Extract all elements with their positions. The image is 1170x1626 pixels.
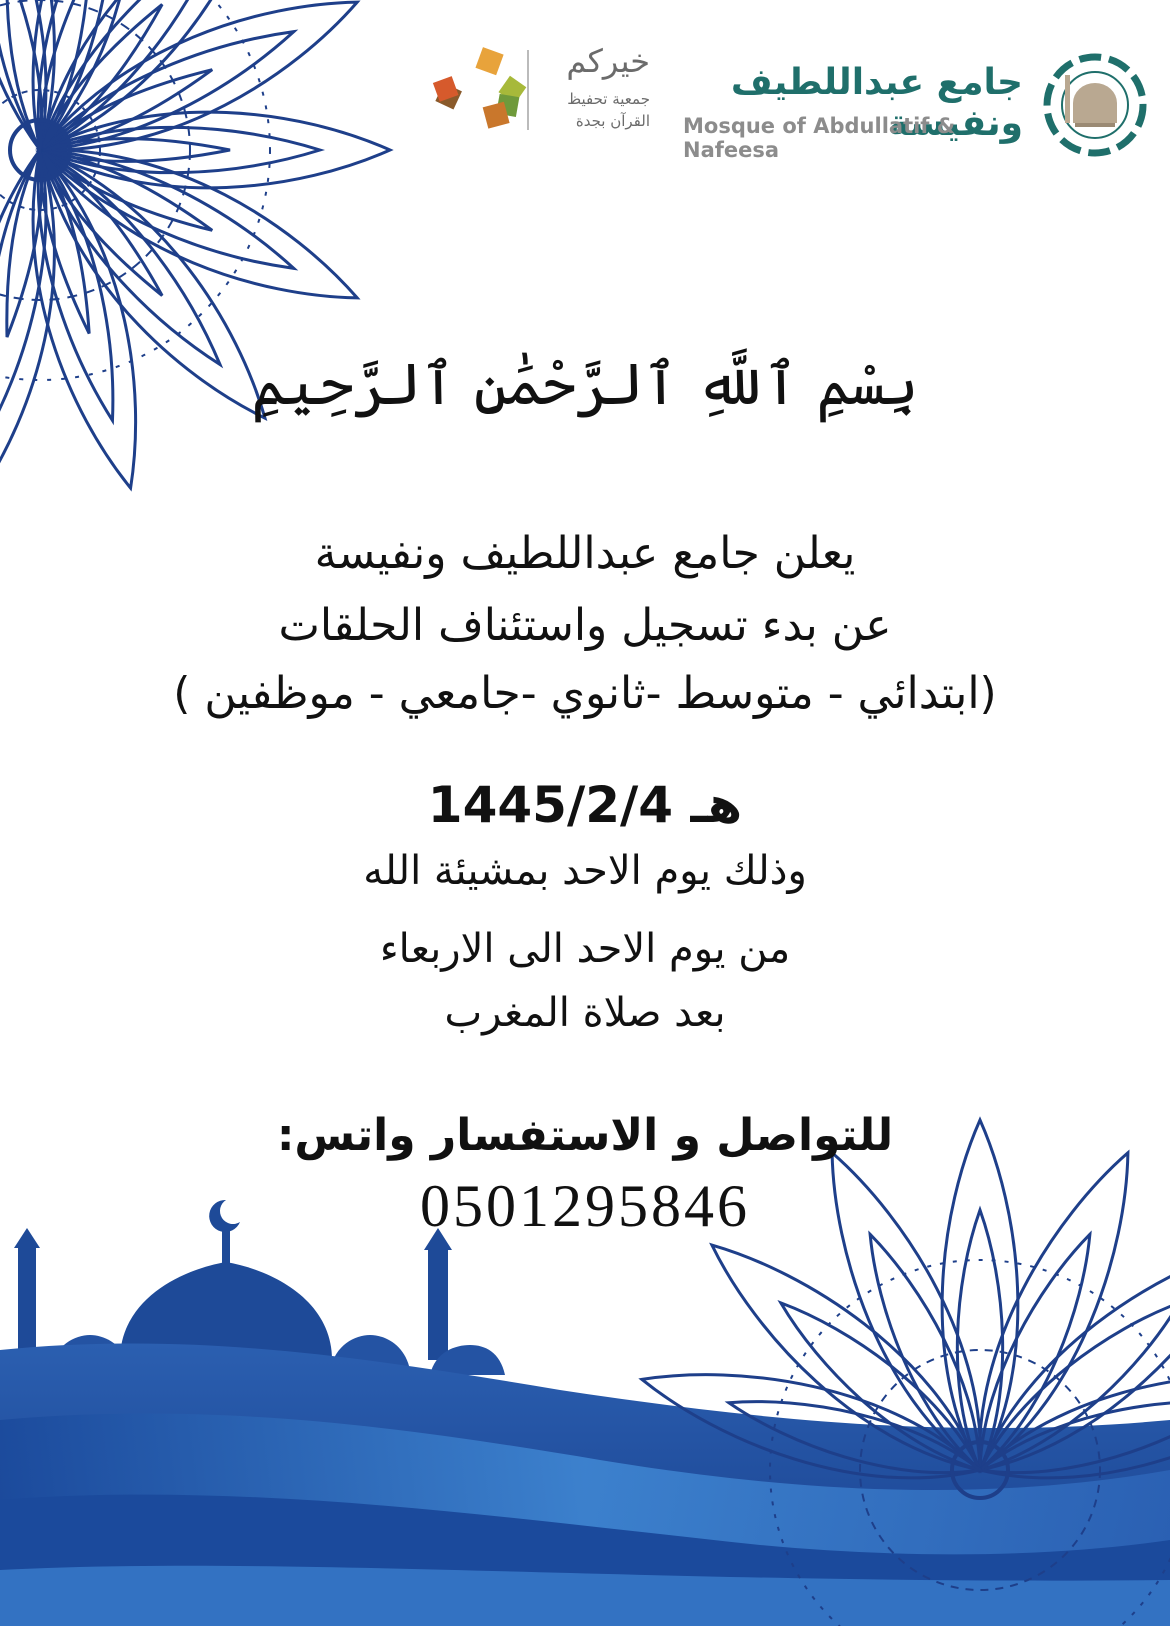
- association-name: خيركم: [566, 42, 650, 80]
- announcement-line-2: عن بدء تسجيل واستئناف الحلقات: [278, 600, 892, 651]
- basmala-calligraphy: بِسْمِ ٱللَّهِ ٱلرَّحْمَٰنِ ٱلرَّحِيمِ: [251, 350, 919, 418]
- day-line: وذلك يوم الاحد بمشيئة الله: [363, 848, 807, 894]
- mosque-name-arabic: جامع عبداللطيف ونفيسة: [730, 62, 1023, 144]
- phone-number: 0501295846: [420, 1173, 750, 1239]
- schedule-time: بعد صلاة المغرب: [444, 990, 726, 1036]
- association-subtitle-1: جمعية تحفيظ: [567, 90, 650, 108]
- schedule-days: من يوم الاحد الى الاربعاء: [379, 926, 791, 972]
- mosque-name-english: Mosque of Abdullatif & Nafeesa: [683, 114, 956, 162]
- contact-label: للتواصل و الاستفسار واتس:: [276, 1110, 894, 1161]
- association-subtitle-2: القرآن بجدة: [575, 112, 650, 130]
- announcement-levels: (ابتدائي - متوسط -ثانوي -جامعي - موظفين ): [173, 668, 997, 719]
- announcement-line-1: يعلن جامع عبداللطيف ونفيسة: [314, 528, 856, 579]
- hijri-date: 1445/2/4 هـ: [427, 776, 743, 834]
